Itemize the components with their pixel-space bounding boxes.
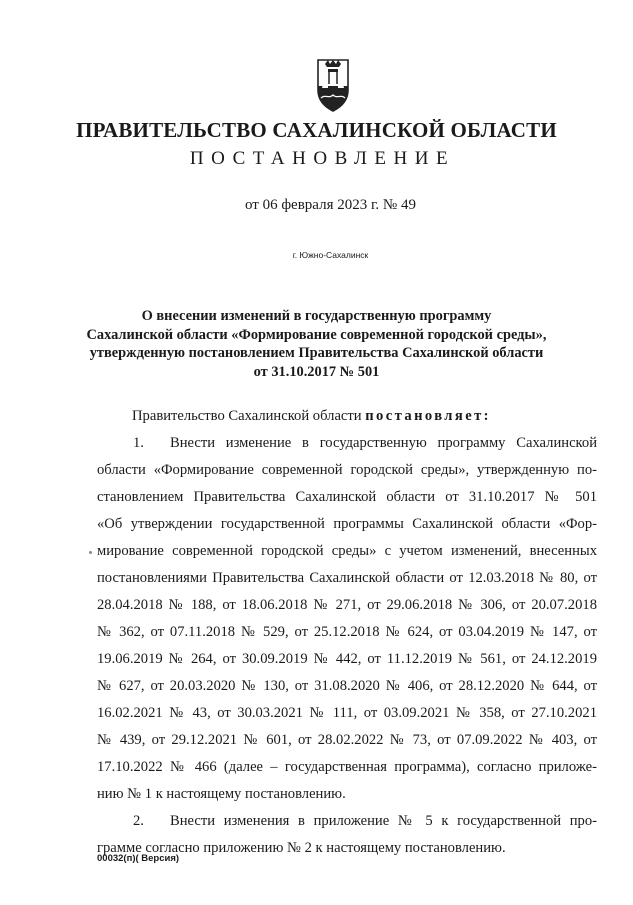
item1-line: области «Формирование современной городской среды», утвержденную по- <box>97 462 597 478</box>
item1-line: постановлениями Правительства Сахалинской области от 12.03.2018 № 80, от <box>97 570 597 586</box>
item1-line: «Об утверждении государственной программы Сахалинской области «Фор- <box>97 516 597 532</box>
document-subject <box>0 307 633 381</box>
document-type: ПОСТАНОВЛЕНИЕ <box>189 148 456 169</box>
subject-line: от 31.10.2017 № 501 <box>253 363 380 380</box>
scan-speck <box>89 551 92 554</box>
item1-line: 28.04.2018 № 188, от 18.06.2018 № 271, от 29.06.2018 № 306, от 20.07.2018 <box>97 597 597 613</box>
item1-line: 19.06.2019 № 264, от 30.09.2019 № 442, от 11.12.2019 № 561, от 24.12.2019 <box>97 651 597 667</box>
subject-line: О внесении изменений в государственную программу <box>141 308 492 324</box>
subject-line: утвержденную постановлением Правительства Сахалинской области <box>89 345 544 361</box>
item2-line: грамме согласно приложению № 2 к настоящему постановлению. <box>97 840 506 856</box>
preamble-verb: постановляет: <box>365 408 491 424</box>
document-date-number: от 06 февраля 2023 г. № 49 <box>244 197 416 213</box>
footer-code: 00032(п)( Версия) <box>97 853 180 864</box>
item1-line: 17.10.2022 № 466 (далее – государственная программа), согласно приложе- <box>97 759 597 775</box>
item1-line: № 627, от 20.03.2020 № 130, от 31.08.2020 № 406, от 28.12.2020 № 644, от <box>97 678 597 694</box>
item1-line: № 362, от 07.11.2018 № 529, от 25.12.2018 № 624, от 03.04.2019 № 147, от <box>97 624 597 640</box>
preamble <box>132 408 491 425</box>
item1-line: 16.02.2021 № 43, от 30.03.2021 № 111, от 03.09.2021 № 358, от 27.10.2021 <box>97 705 597 721</box>
document-city: г. Южно-Сахалинск <box>292 250 369 260</box>
item1-line: Внести изменение в государственную программу Сахалинской <box>170 435 597 451</box>
item1-line: нию № 1 к настоящему постановлению. <box>97 786 346 802</box>
organization-title: ПРАВИТЕЛЬСТВО САХАЛИНСКОЙ ОБЛАСТИ <box>76 118 557 142</box>
item1-line: № 439, от 29.12.2021 № 601, от 28.02.2022 № 73, от 07.09.2022 № 403, от <box>97 732 597 748</box>
item1-line: становлением Правительства Сахалинской области от 31.10.2017 № 501 <box>97 489 597 505</box>
item1-number: 1. <box>133 435 144 451</box>
item1-line: мирование современной городской среды» с учетом изменений, внесенных <box>97 543 597 559</box>
coat-of-arms-emblem <box>315 58 351 112</box>
item2-line: Внести изменения в приложение № 5 к государственной про- <box>170 813 597 829</box>
subject-line: Сахалинской области «Формирование современной городской среды», <box>86 326 547 343</box>
preamble-text: Правительство Сахалинской области <box>132 408 366 424</box>
item2-number: 2. <box>133 813 144 829</box>
